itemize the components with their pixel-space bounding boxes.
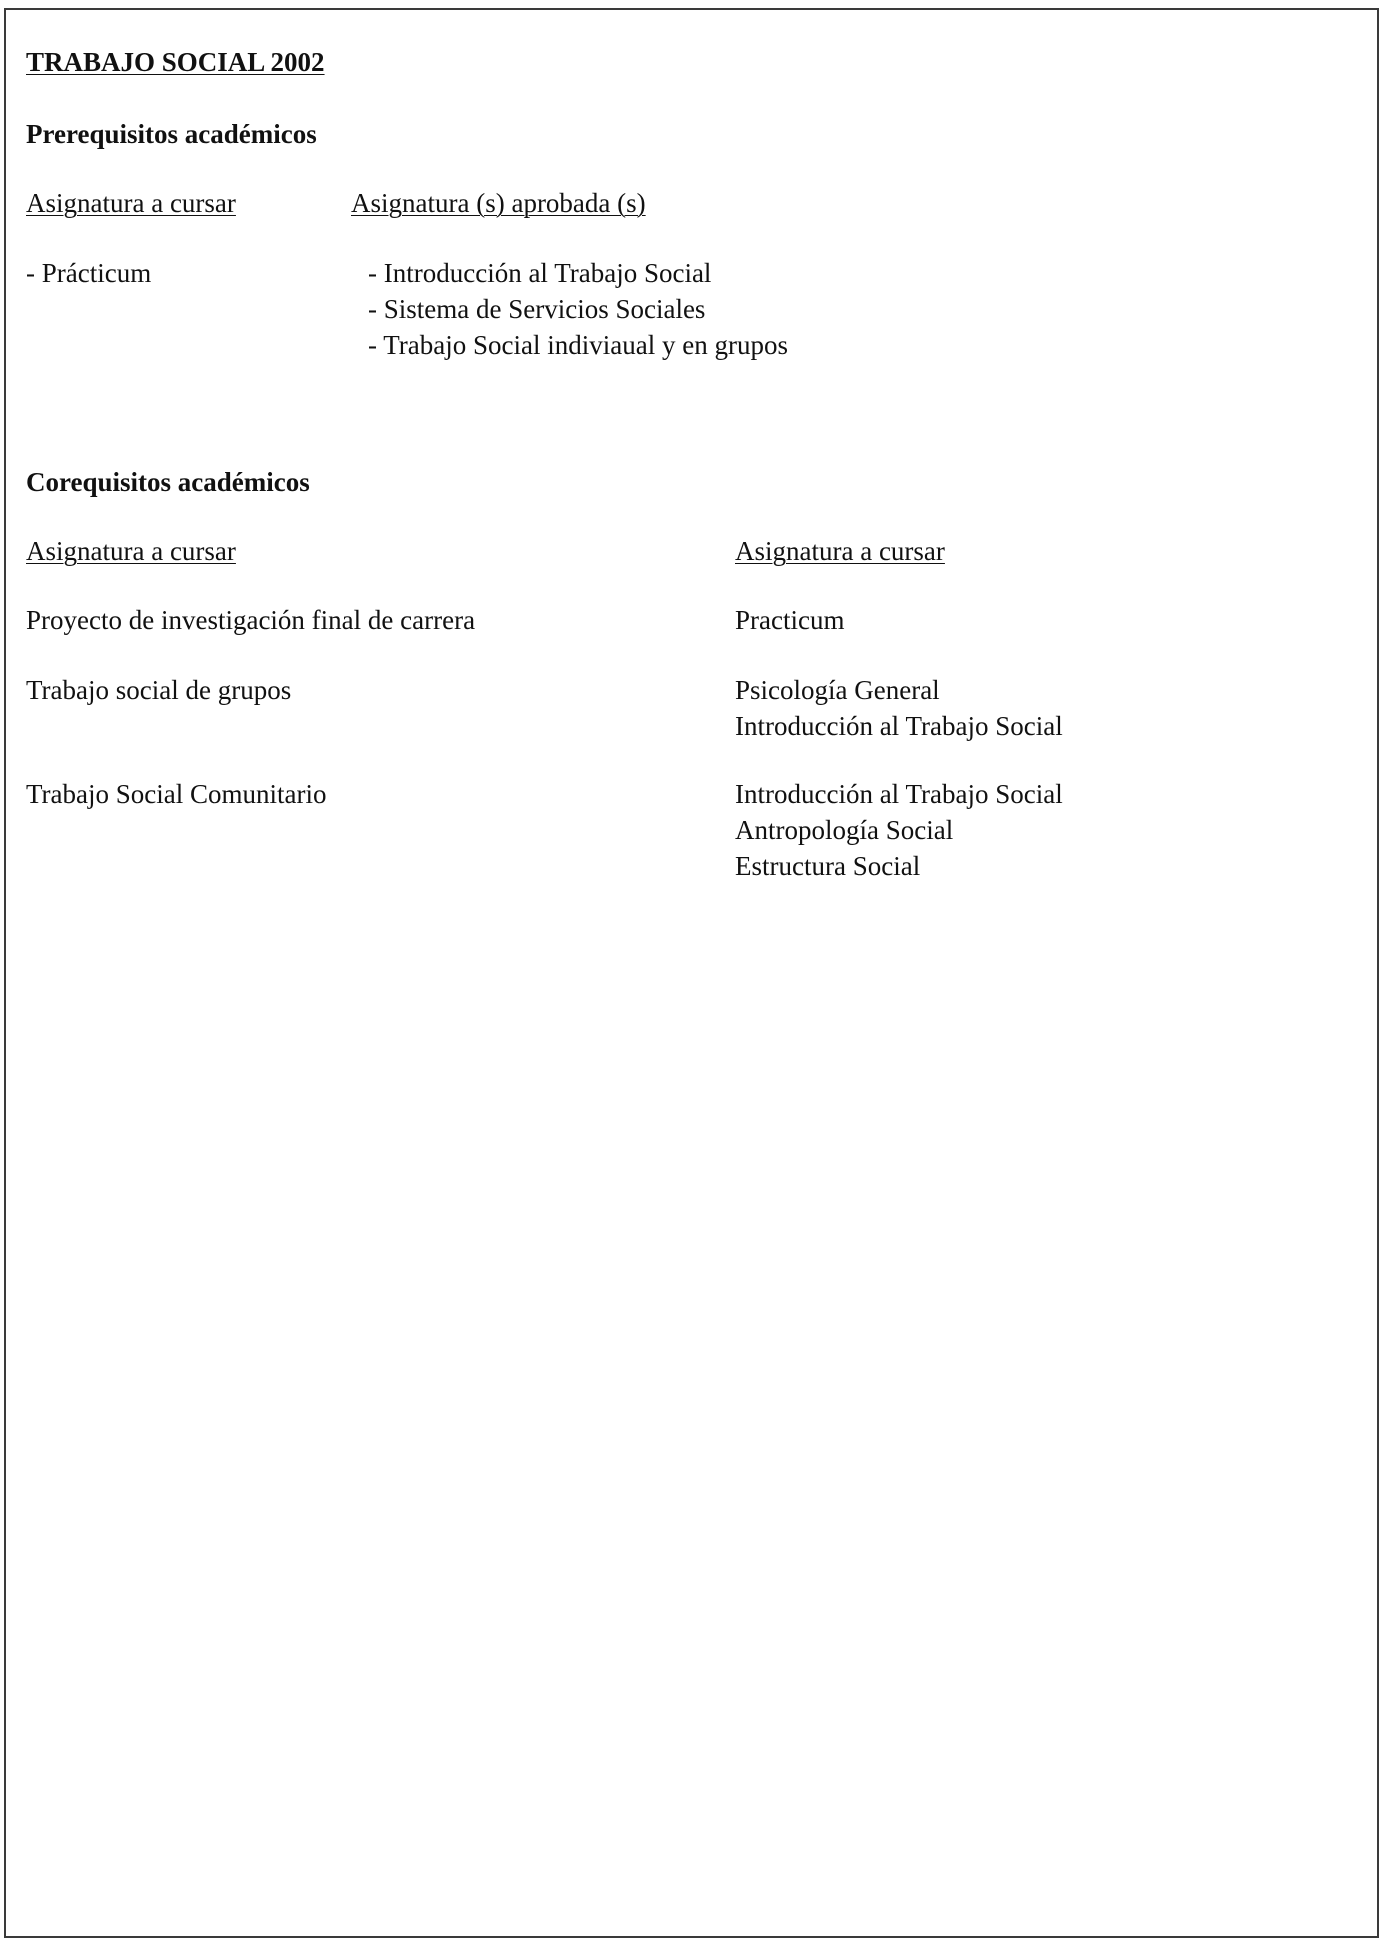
prerequisitos-course: - Prácticum bbox=[26, 258, 152, 288]
prerequisitos-approved-list bbox=[368, 255, 788, 363]
corequisitos-course: Proyecto de investigación final de carrera bbox=[26, 605, 476, 635]
prerequisitos-col1-header: Asignatura a cursar bbox=[26, 188, 236, 218]
prerequisitos-approved-item: - Introducción al Trabajo Social bbox=[368, 258, 712, 288]
corequisitos-with-list bbox=[735, 602, 844, 638]
prerequisitos-col2-header: Asignatura (s) aprobada (s) bbox=[351, 188, 646, 218]
corequisitos-with-item: Introducción al Trabajo Social bbox=[735, 711, 1063, 741]
prerequisitos-approved-item: - Sistema de Servicios Sociales bbox=[368, 294, 706, 324]
corequisitos-heading: Corequisitos académicos bbox=[26, 467, 310, 497]
document-title: TRABAJO SOCIAL 2002 bbox=[26, 47, 325, 77]
corequisitos-with-item: Antropología Social bbox=[735, 815, 954, 845]
prerequisitos-heading: Prerequisitos académicos bbox=[26, 119, 317, 149]
corequisitos-col1-header: Asignatura a cursar bbox=[26, 536, 236, 566]
corequisitos-with-item: Psicología General bbox=[735, 675, 940, 705]
corequisitos-with-item: Practicum bbox=[735, 605, 845, 635]
corequisitos-with-item: Estructura Social bbox=[735, 851, 921, 881]
corequisitos-with-list bbox=[735, 672, 1063, 744]
corequisitos-with-item: Introducción al Trabajo Social bbox=[735, 779, 1063, 809]
prerequisitos-approved-item: - Trabajo Social indiviaual y en grupos bbox=[368, 330, 788, 360]
corequisitos-col2-header: Asignatura a cursar bbox=[735, 536, 945, 566]
corequisitos-course: Trabajo Social Comunitario bbox=[26, 779, 327, 809]
corequisitos-course: Trabajo social de grupos bbox=[26, 675, 292, 705]
corequisitos-with-list bbox=[735, 776, 1063, 884]
